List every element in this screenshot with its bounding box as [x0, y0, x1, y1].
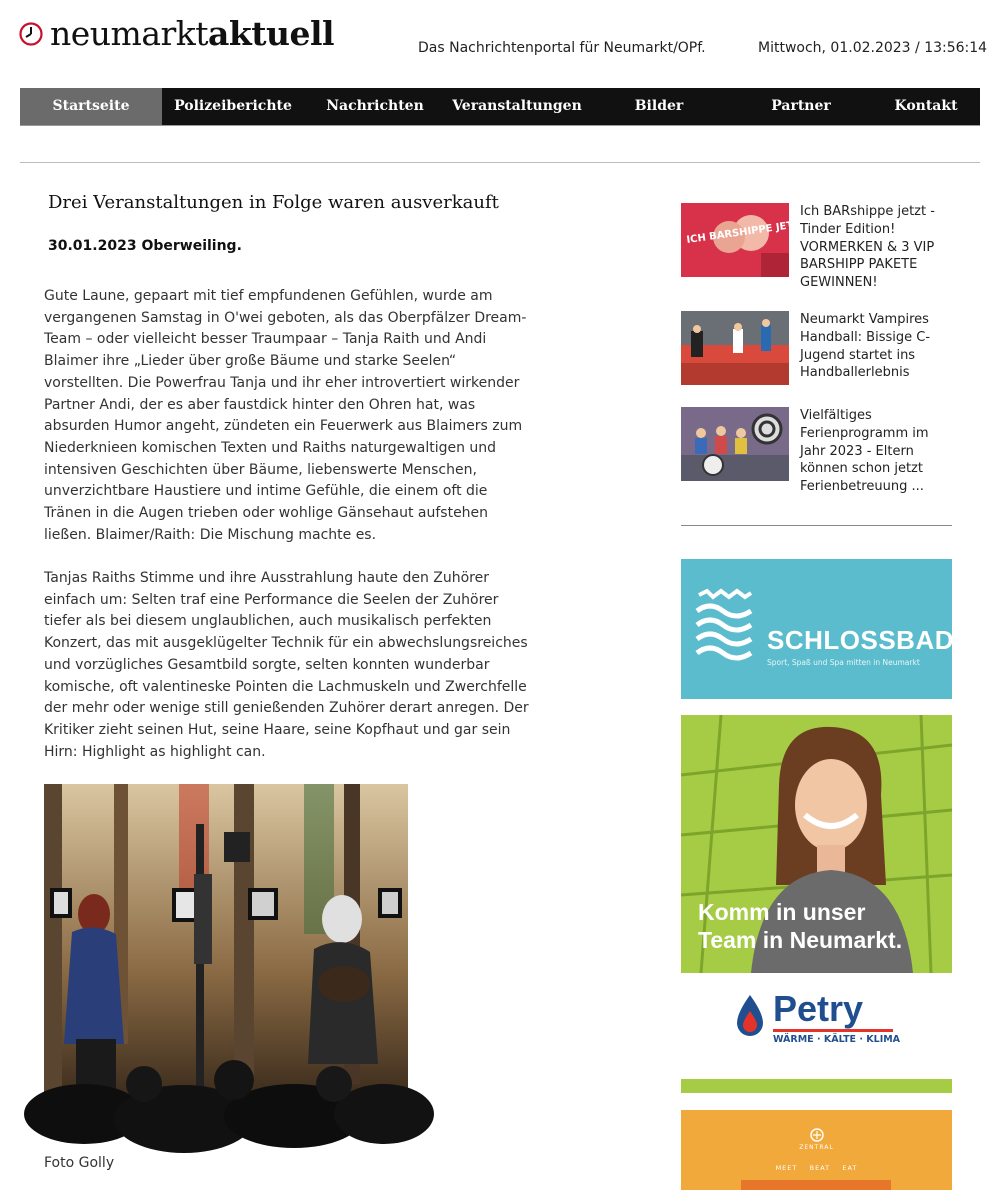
news-thumbnail: [681, 203, 808, 277]
petry-red-line: [773, 1029, 893, 1032]
site-logo[interactable]: [18, 14, 334, 54]
brand-name: neumarktaktuell: [50, 14, 335, 53]
nav-item-veranstaltungen[interactable]: Veranstaltungen: [452, 98, 582, 114]
news-title[interactable]: Ich BARshippe jetzt - Tinder Edition! VORMERKEN & 3 VIP BARSHIPP PAKETE GEWINNEN!: [800, 204, 935, 291]
zentral-ad[interactable]: [681, 1110, 952, 1190]
petry-logo: Petry: [773, 988, 864, 1029]
nav-item-polizeiberichte[interactable]: Polizeiberichte: [174, 98, 292, 114]
article-dateline: 30.01.2023 Oberweiling.: [48, 238, 242, 254]
clock-icon: [18, 21, 44, 47]
zentral-name: ZENTRAL: [799, 1144, 834, 1151]
sidebar-news-item[interactable]: [681, 407, 981, 496]
jobs-ad-line1: Komm in unser: [698, 899, 866, 925]
sidebar-news-item[interactable]: [681, 311, 981, 385]
news-title[interactable]: Vielfältiges Ferienprogramm im Jahr 2023 - Eltern können schon jetzt Ferienbetreuung ...: [800, 408, 929, 495]
sidebar-news-item[interactable]: [681, 203, 981, 292]
article-paragraph: Tanjas Raiths Stimme und ihre Ausstrahlung haute den Zuhörer einfach um: Selten traf eine Performance die Seelen der Zuhörer tiefer als bei diesem unglaublichen, auch musikalisch perfekten Konzert, das mit ausgeklügelter Technik für ein abwechslungsreiches und vorzügliches Gesamtbild sorgte, selten konnten wunderbar komische, oft valentineske Pointen die Lachmuskeln und Zwerchfelle der mehr oder wenige still genießenden Zuhörer derart anregen. Der Kritiker zieht seinen Hut, seine Haare, seine Kopfhaut und gar sein Hirn: Highlight as highlight can.: [44, 570, 529, 760]
article-title: Drei Veranstaltungen in Folge waren ausverkauft: [48, 192, 499, 213]
petry-tagline: WÄRME · KÄLTE · KLIMA: [773, 1034, 901, 1045]
flame-drop-icon: [733, 993, 767, 1037]
concert-photo-illustration: [44, 784, 408, 1126]
nav-item-partner[interactable]: Partner: [771, 98, 831, 114]
article-paragraph: Gute Laune, gepaart mit tief empfundenen Gefühlen, wurde am vergangenen Samstag in O'wei geboten, als das Oberpfälzer Dream-Team – oder vielleicht besser Traumpaar – Tanja Raith und Andi Blaimer ihre „Lieder über große Bäume und starke Seelen“ vorstellten. Die Powerfrau Tanja und ihr eher introvertiert wirkender Partner Andi, der es aber faustdick hinter den Ohren hat, was absurden Humor angeht, zündeten ein Feuerwerk aus Blaimers zum Niederknieen komischen Texten und Raiths naturgewaltigen und intensiven Geschichten über Bäume, liebenswerte Menschen, unverzichtbare Haustiere und intime Gefühle, die einem oft die Tränen in die Augen trieben oder wohlige Gänsehaut aufstehen ließen. Blaimer/Raith: Die Mischung machte es.: [44, 288, 527, 543]
article-photo[interactable]: [44, 784, 408, 1126]
petry-ad[interactable]: [681, 975, 952, 1093]
schlossbad-title: SCHLOSSBAD: [767, 625, 955, 655]
nav-item-startseite[interactable]: Startseite: [20, 88, 162, 125]
sidebar-divider: [681, 525, 952, 526]
news-thumbnail: [681, 311, 789, 385]
current-datetime: Mittwoch, 01.02.2023 / 13:56:14: [758, 40, 987, 56]
svg-text:ICH BARSHIPPE JETZT: ICH BARSHIPPE JETZT: [685, 218, 808, 246]
zentral-logo-icon: [809, 1128, 825, 1142]
photo-caption: Foto Golly: [44, 1155, 115, 1171]
nav-item-nachrichten[interactable]: Nachrichten: [326, 98, 424, 114]
main-navigation: [20, 88, 980, 125]
jobs-ad[interactable]: [681, 715, 952, 973]
zentral-graphic: [741, 1180, 891, 1190]
nav-item-bilder[interactable]: Bilder: [634, 98, 684, 114]
zentral-tagline: MEET BEAT EAT: [775, 1164, 858, 1172]
schlossbad-subtitle: Sport, Spaß und Spa mitten in Neumarkt: [767, 658, 920, 667]
jobs-ad-line2: Team in Neumarkt.: [698, 927, 903, 953]
news-thumbnail: [681, 407, 789, 481]
site-tagline: Das Nachrichtenportal für Neumarkt/OPf.: [418, 40, 706, 56]
schlossbad-ad[interactable]: [681, 559, 955, 699]
waves-icon: [695, 589, 755, 667]
nav-item-kontakt[interactable]: Kontakt: [894, 98, 958, 114]
news-title[interactable]: Neumarkt Vampires Handball: Bissige C-Jugend startet ins Handballerlebnis: [800, 312, 931, 381]
header-divider: [20, 162, 980, 163]
